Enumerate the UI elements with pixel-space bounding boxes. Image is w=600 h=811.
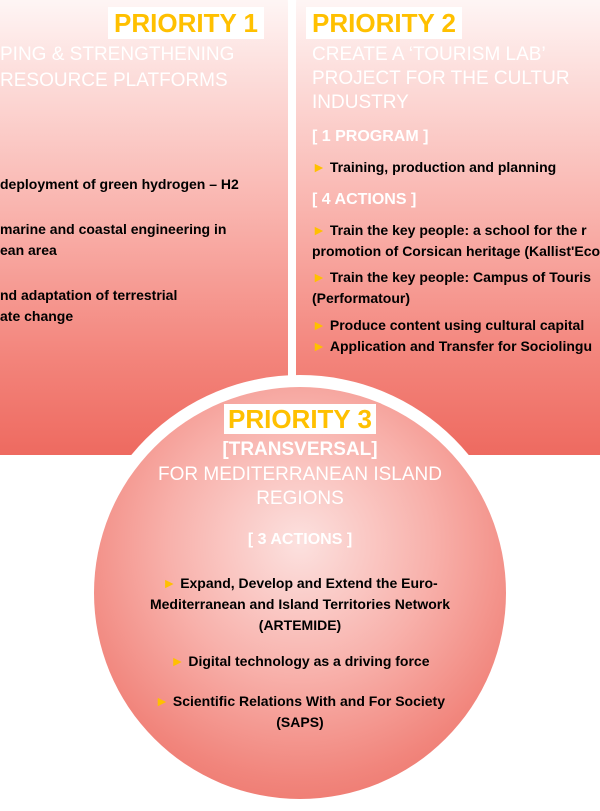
priority-3-action-3-cont: (SAPS) [276,714,324,730]
priority-2-actions-label: [ 4 ACTIONS ] [312,191,417,208]
priority-2-action-4: ► Application and Transfer for Sociolingu [312,338,592,354]
bullet-triangle-icon: ► [162,575,177,591]
bullet-triangle-icon: ► [155,693,169,709]
priority-2-heading-line-3: INDUSTRY [312,92,409,113]
priority-3-subtitle: [TRANSVERSAL] [222,439,378,460]
priority-1-title: PRIORITY 1 [108,7,264,39]
priority-1-heading-line-1: PING & STRENGTHENING [0,44,235,65]
priority-2-heading-line-1: CREATE A ‘TOURISM LAB’ [312,44,546,65]
priority-1-item-2: marine and coastal engineering in [0,221,227,237]
priority-2-program-item: ► Training, production and planning [312,159,557,175]
bullet-triangle-icon: ► [312,159,326,175]
priority-2-action-1-cont: promotion of Corsican heritage (Kallist'Eco [312,243,600,259]
priority-2-program-label: [ 1 PROGRAM ] [312,128,429,145]
priority-1-heading-line-2: RESOURCE PLATFORMS [0,70,228,91]
priority-1-item-2-cont: ean area [0,242,57,258]
priority-3-action-1-cont-1: Mediterranean and Island Territories Network [149,596,451,612]
priority-2-action-3: ► Produce content using cultural capital [312,317,585,333]
priority-3-actions-label: [ 3 ACTIONS ] [247,531,353,548]
priority-3-action-2: ► Digital technology as a driving force [170,653,430,669]
priority-2-action-2-cont: (Performatour) [312,290,411,306]
priority-3-action-1: ► Expand, Develop and Extend the Euro- [162,575,438,591]
priority-3-circle [94,387,506,799]
priority-1-item-1: deployment of green hydrogen – H2 [0,176,239,192]
priority-3-action-3: ► Scientific Relations With and For Society [155,693,445,709]
bullet-triangle-icon: ► [312,338,326,354]
priority-2-action-2: ► Train the key people: Campus of Touris [312,269,591,285]
priority-1-item-3: nd adaptation of terrestrial [0,287,178,303]
priority-2-action-1: ► Train the key people: a school for the r [312,222,587,238]
priority-2-title: PRIORITY 2 [306,7,462,39]
bullet-triangle-icon: ► [170,653,185,669]
bullet-triangle-icon: ► [312,317,326,333]
bullet-triangle-icon: ► [312,269,326,285]
priority-1-item-3-cont: ate change [0,308,74,324]
priority-3-heading-line-1: FOR MEDITERRANEAN ISLAND [158,464,442,485]
priority-3-heading-line-2: REGIONS [256,488,344,509]
priority-3-action-1-cont-2: (ARTEMIDE) [258,617,342,633]
priority-3-title: PRIORITY 3 [224,404,376,434]
priority-2-heading-line-2: PROJECT FOR THE CULTUR [312,68,570,89]
bullet-triangle-icon: ► [312,222,326,238]
priority-3-circle-border [82,375,518,811]
priority-3-title-wrap [94,403,506,435]
